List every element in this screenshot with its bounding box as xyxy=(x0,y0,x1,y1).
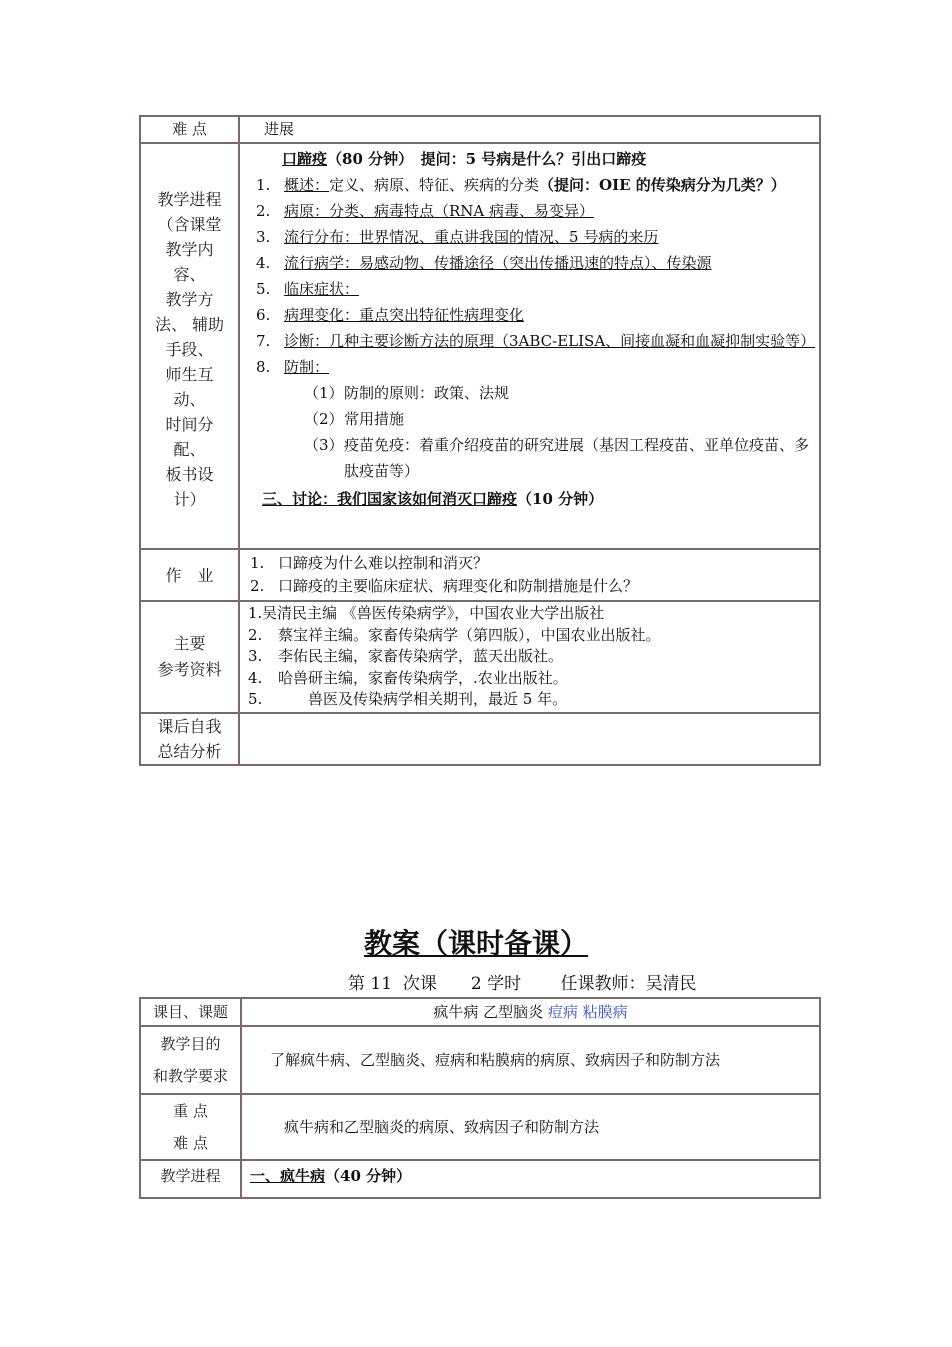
list-item: 2. 病原：分类、病毒特点（RNA 病毒、易变异） xyxy=(256,202,595,220)
references-content xyxy=(239,601,820,713)
list-item: 4. 流行病学：易感动物、传播途径（突出传播迅速的特点）、传染源 xyxy=(256,254,712,272)
list-item: 7. 诊断：几种主要诊断方法的原理（3ABC-ELISA、间接血凝和血凝抑制实验等） xyxy=(256,332,816,350)
process-content xyxy=(239,143,820,549)
lesson-subtitle: 第 11 次课 2 学时 任课教师：吴清民 xyxy=(348,974,697,994)
discussion-heading: 三、讨论：我们国家该如何消灭口蹄疫（10 分钟） xyxy=(262,490,604,508)
list-item: 5. 临床症状： xyxy=(256,280,360,298)
references-label: 主要 参考资料 xyxy=(140,601,239,713)
homework-content xyxy=(239,549,820,601)
summary-value xyxy=(239,713,820,765)
page-title: 教案（课时备课） xyxy=(363,927,588,960)
objective-value: 了解疯牛病、乙型脑炎、痘病和粘膜病的病原、致病因子和防制方法 xyxy=(241,1026,820,1094)
difficulty-value: 进展 xyxy=(239,116,820,143)
list-item: 1. 吴清民主编 《兽医传染病学》，中国农业大学出版社 xyxy=(248,604,605,623)
course-value: 疯牛病 乙型脑炎 痘病 粘膜病 xyxy=(241,998,820,1026)
list-item: 1. 口蹄疫为什么难以控制和消灭？ xyxy=(250,554,489,572)
keypoint-value: 疯牛病和乙型脑炎的病原、致病因子和防制方法 xyxy=(241,1094,820,1160)
lesson-table-continued xyxy=(139,115,821,766)
lesson-table xyxy=(139,997,821,1199)
process-label-2: 教学进程 xyxy=(140,1160,241,1198)
list-item: 8. 防制： xyxy=(256,358,330,376)
sub-item: （3） 疫苗免疫：着重介绍疫苗的研究进展（基因工程疫苗、亚单位疫苗、多肽疫苗等） xyxy=(304,436,810,480)
process-heading: 口蹄疫（80 分钟） 提问：5 号病是什么？引出口蹄疫 xyxy=(282,150,647,168)
difficulty-label: 难 点 xyxy=(140,116,239,143)
summary-label: 课后自我 总结分析 xyxy=(140,713,239,765)
list-item: 3. 李佑民主编，家畜传染病学，蓝天出版社。 xyxy=(248,647,564,666)
list-item: 5. 兽医及传染病学相关期刊，最近 5 年。 xyxy=(248,690,568,709)
list-item: 3. 流行分布：世界情况、重点讲我国的情况、5 号病的来历 xyxy=(256,228,659,246)
list-item: 4. 哈兽研主编，家畜传染病学，.农业出版社。 xyxy=(248,668,568,687)
list-item: 1. 概述：定义、病原、特征、疾病的分类（提问：OIE 的传染病分为几类？） xyxy=(256,176,786,194)
process-content-2: 一、疯牛病（40 分钟） xyxy=(241,1160,820,1198)
list-item: 2. 口蹄疫的主要临床症状、病理变化和防制措施是什么？ xyxy=(250,577,639,595)
keypoint-label: 重 点 难 点 xyxy=(140,1094,241,1160)
process-list xyxy=(240,172,819,380)
objective-label: 教学目的 和教学要求 xyxy=(140,1026,241,1094)
process-label: 教学进程 （含课堂 教学内 容、 教学方 法、 辅助 手段、 师生互 动、 时间分 配、 板书设 计） xyxy=(140,143,239,549)
sub-item: （1） 防制的原则：政策、法规 xyxy=(304,384,510,402)
course-label: 课目、课题 xyxy=(140,998,241,1026)
list-item: 2. 蔡宝祥主编。家畜传染病学（第四版），中国农业出版社。 xyxy=(248,625,661,644)
list-item: 6. 病理变化：重点突出特征性病理变化 xyxy=(256,306,525,324)
homework-label: 作 业 xyxy=(140,549,239,601)
sub-item: （2） 常用措施 xyxy=(304,410,405,428)
